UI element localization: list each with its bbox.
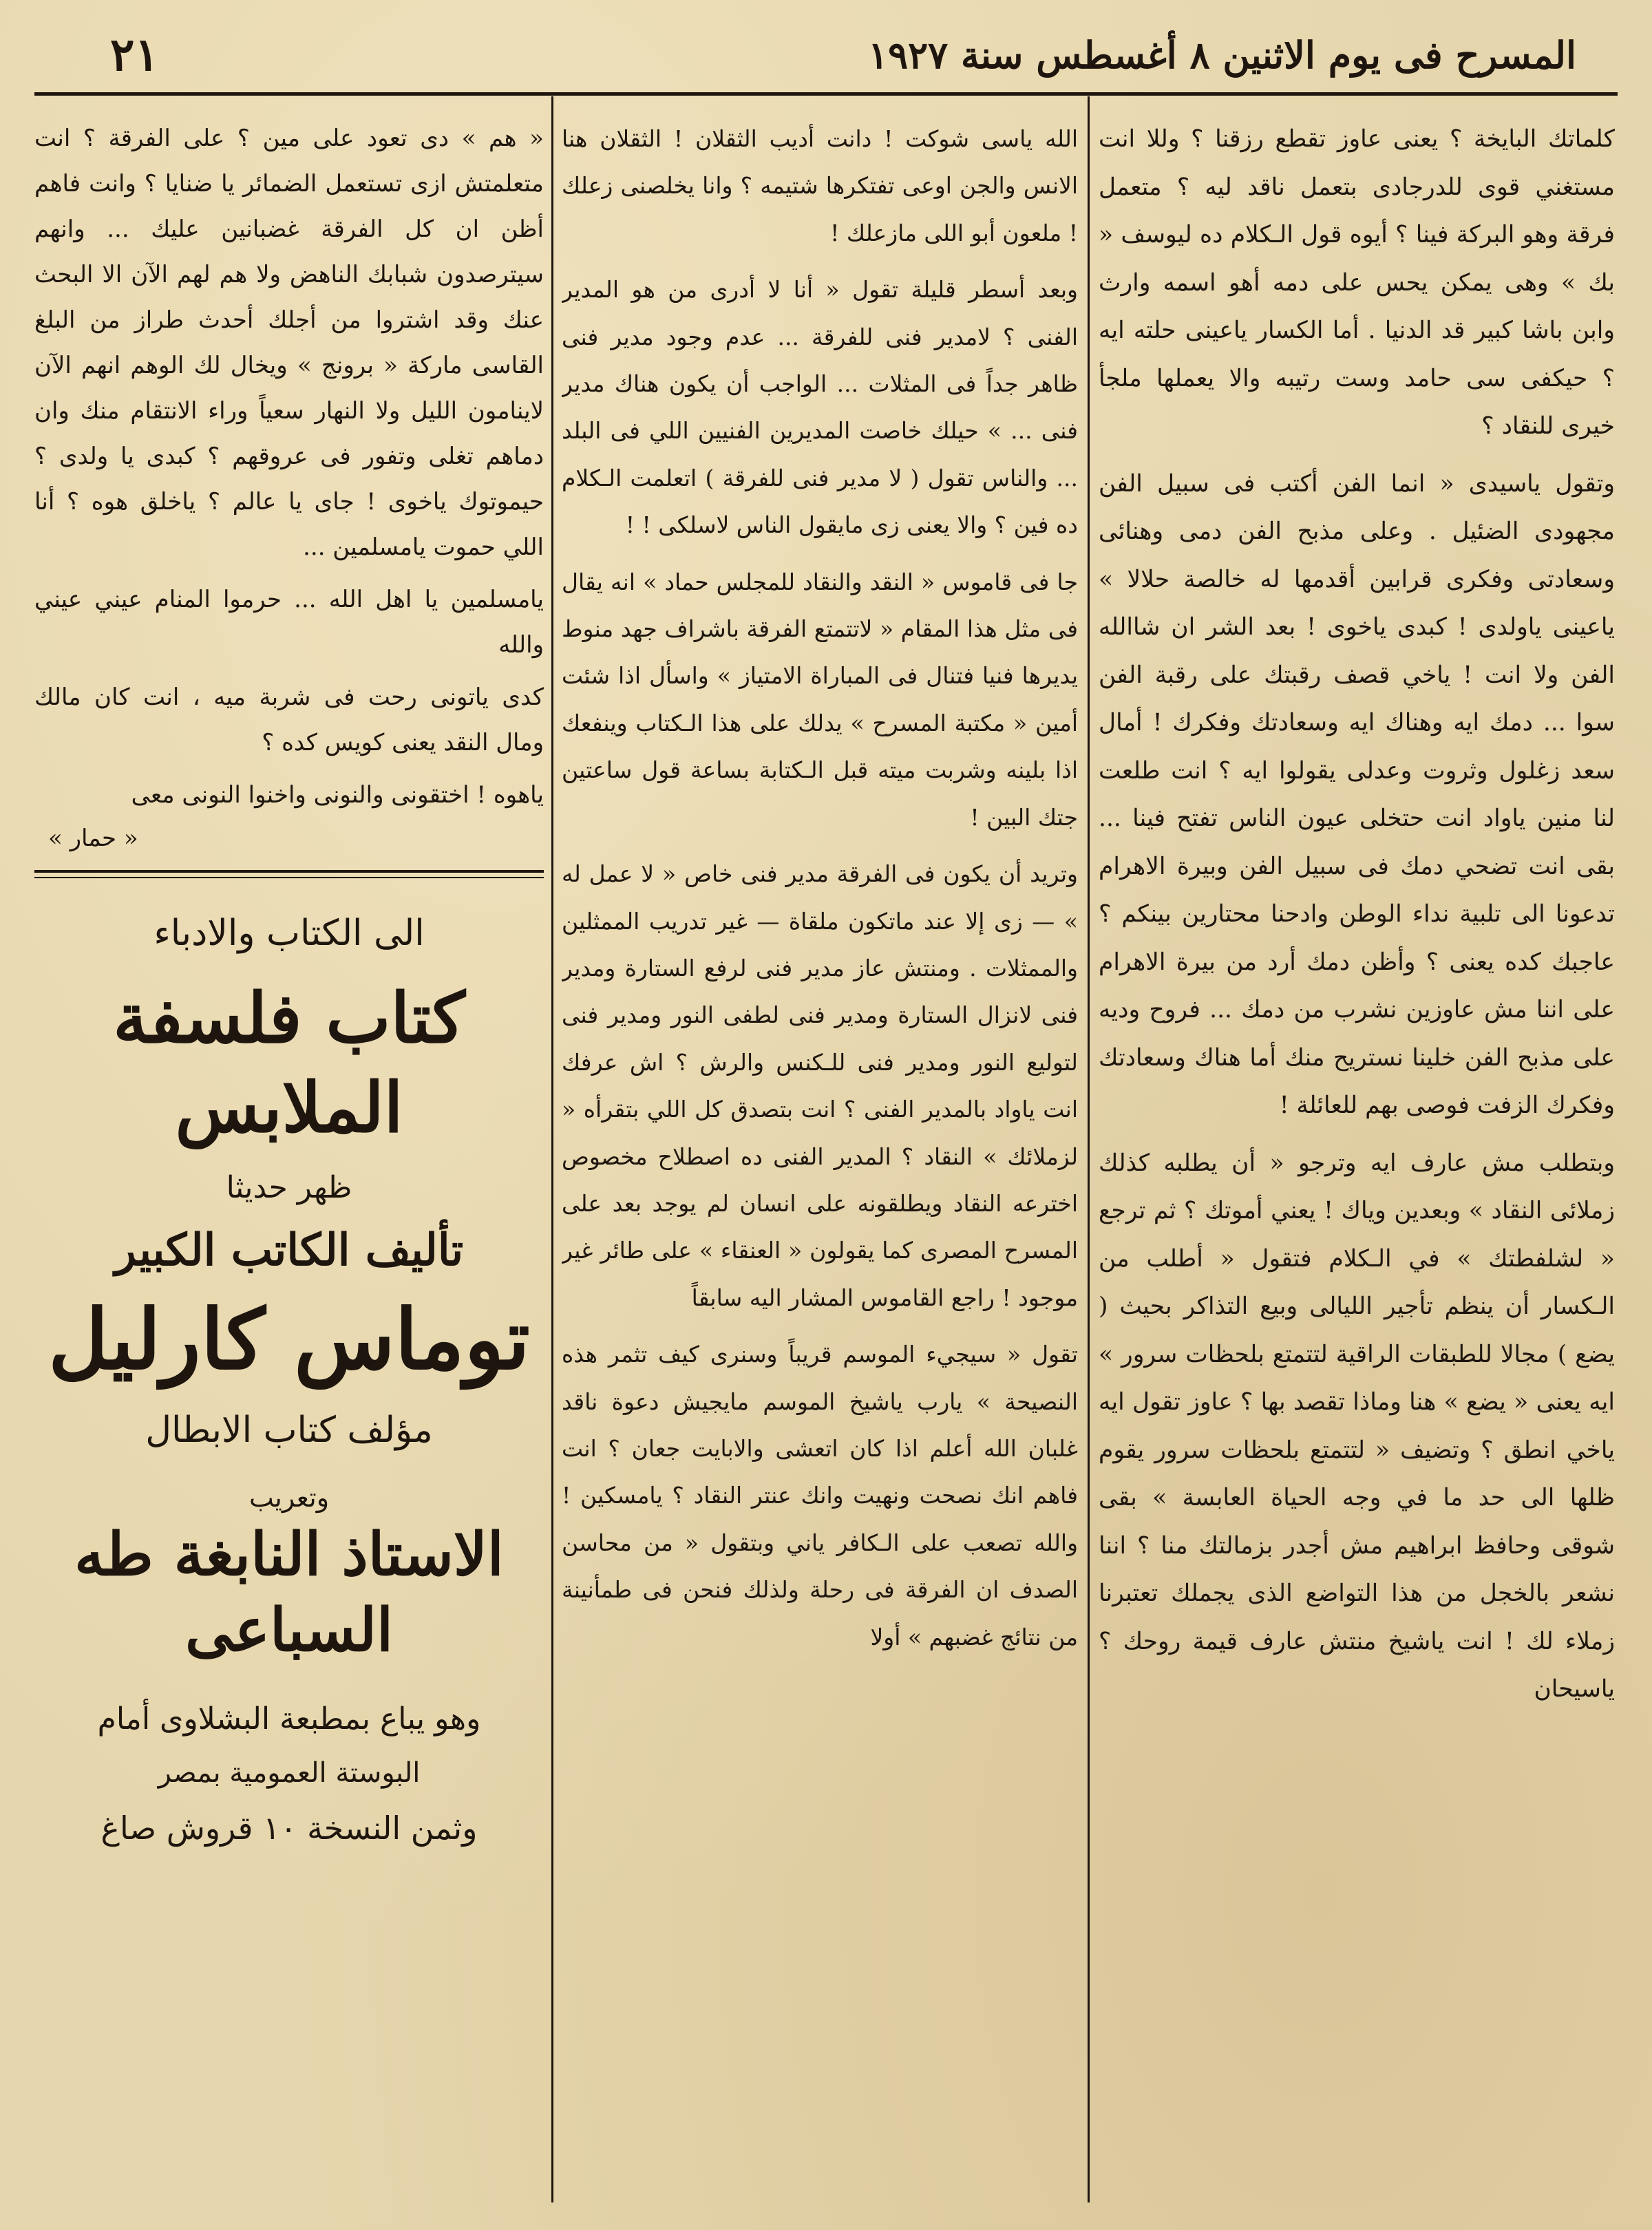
paragraph: وتريد أن يكون فى الفرقة مدير فنى خاص « لا عمل له » — زى إلا عند ماتكون ملقاة — غير تدريب الممثلين والممثلات . ومنتش عاز مدير فنى لرفع الستارة ومدير فنى لانزال الستارة ومدير فنى لطفى النور ومدير فنى لتوليع النور ومدير فنى للـكنس والرش ؟ اش عرفك انت ياواد بالمدير الفنى ؟ انت بتصدق كل اللي بتقرأه « لزملائك » النقاد ؟ المدير الفنى ده اصطلاح مخصوص اخترعه النقاد ويطلقونه على انسان لم يوجد بعد على المسرح المصرى كما يقولون « العنقاء » على طائر غير موجود ! راجع القاموس المشار اليه سابقاً	[562, 860, 1078, 1311]
book-advertisement	[34, 878, 544, 1847]
header-rule	[34, 92, 1618, 96]
running-title: المسرح فى يوم الاثنين ٨ أغسطس سنة ١٩٢٧	[868, 33, 1576, 77]
page-header	[34, 21, 1618, 89]
ad-book-title: كتاب فلسفة الملابس	[113, 977, 465, 1148]
article-ending	[34, 116, 544, 818]
ad-status: ظهر حديثا	[226, 1170, 352, 1205]
ad-audience: الى الكتاب والادباء	[153, 913, 425, 954]
paragraph: « هم » دى تعود على مين ؟ على الفرقة ؟ انت متعلمتش ازى تستعمل الضمائر يا ضنايا ؟ وانت فاهم أظن ان كل الفرقة غضبانين عليك ... وانهم سيترصدون شبابك الناهض ولا هم لهم الآن الا البحث عنك وقد اشتروا من أجلك أحدث طراز من البلغ القاسى ماركة « برونج » ويخال لك الوهم انهم الآن لاينامون الليل ولا النهار سعياً وراء الانتقام منك وان دماهم تغلى وتفور فى عروقهم ؟ كبدى يا ولدى ؟ حيموتوك ياخوى ! جاى يا عالم ؟ ياخلق هوه ؟ أنا اللي حموت يامسلمين ...	[34, 125, 544, 561]
ad-author-credit: مؤلف كتاب الابطال	[145, 1410, 433, 1451]
ad-translation-label: وتعريب	[248, 1483, 330, 1513]
ad-location: البوستة العمومية بمصر	[158, 1757, 421, 1789]
author-signature: « حمار »	[48, 825, 138, 852]
middle-column	[562, 116, 1078, 2202]
paragraph: الله ياسى شوكت ! دانت أديب الثقلان ! الثقلان هنا الانس والجن اوعى تفتكرها شتيمه ؟ وانا يخلصنى زعلك ! ملعون أبو اللى مازعلك !	[562, 125, 1078, 246]
column-divider-right	[1088, 96, 1090, 2202]
paragraph: يامسلمين يا اهل الله ... حرموا المنام عيني عيني والله	[34, 586, 544, 659]
paragraph: كدى ياتونى رحت فى شربة ميه ، انت كان مالك ومال النقد يعنى كويس كده ؟	[34, 683, 544, 756]
ad-author-name: توماس كارليل	[48, 1291, 530, 1388]
ad-seller: وهو يباع بمطبعة البشلاوى أمام	[97, 1701, 481, 1737]
left-column	[34, 116, 544, 2202]
paragraph: ياهوه ! اختقونى والنونى واخنوا النونى معى	[131, 781, 544, 809]
paragraph: وبتطلب مش عارف ايه وترجو « أن يطلبه كذلك زملائى النقاد » وبعدين وياك ! يعني أموتك ؟ ثم ترجع « لشلفطتك » في الـكلام فتقول « أطلب من الـكسار أن ينظم تأجير الليالى وبيع التذاكر بحيث ( يضع ) مجالا للطبقات الراقية لتتمتع بلحظات سرور » ايه يعنى « يضع » هنا وماذا تقصد بها ؟ عاوز تقول ايه ياخي انطق ؟ وتضيف « لتتمتع بلحظات سرور يقوم ظلها الى حد ما في وجه الحياة العابسة » بقى شوقى وحافظ ابراهيم مش أجدر بزمالتك منا ؟ اننا نشعر بالخجل من هذا التواضع الذى يجملك تعتبرنا زملاء لك ! انت ياشيخ منتش عارف قيمة روحك ؟ ياسيحان	[1099, 1149, 1615, 1703]
ad-separator	[34, 870, 544, 873]
paragraph: وبعد أسطر قليلة تقول « أنا لا أدرى من هو المدير الفنى ؟ لامدير فنى للفرقة ... عدم وجود مدير فنى ظاهر جداً فى المثلات ... الواجب أن يكون هناك مدير فنى ... » حيلك خاصت المديرين الفنيين اللي فى البلد ... والناس تقول ( لا مدير فنى للفرقة ) اتعلمت الـكلام ده فين ؟ والا يعنى زى مايقول الناس لاسلكى ! !	[562, 276, 1078, 539]
paragraph: جا فى قاموس « النقد والنقاد للمجلس حماد » انه يقال فى مثل هذا المقام « لاتتمتع الفرقة باشراف جهد منوط يديرها فنيا فتنال فى المباراة الامتياز » واسأل اذا شئت أمين « مكتبة المسرح » يدلك على هذا الـكتاب وينفعك اذا بلينه وشربت ميته قبل الـكتابة بساعة قول ساعتين جتك البين !	[562, 568, 1078, 831]
ad-price: وثمن النسخة ١٠ قروش صاغ	[100, 1809, 478, 1847]
column-divider-left	[551, 96, 553, 2202]
page-number: ٢١	[110, 28, 159, 81]
ad-translator-name: الاستاذ النابغة طه السباعى	[74, 1520, 504, 1665]
ad-author-intro: تأليف الكاتب الكبير	[114, 1224, 464, 1276]
paragraph: كلماتك البايخة ؟ يعنى عاوز تقطع رزقنا ؟ وللا انت مستغني قوى للدرجادى بتعمل ناقد ليه ؟ متعمل فرقة وهو البركة فينا ؟ أيوه قول الـكلام ده ليوسف « بك » وهى يمكن يحس على دمه أهو اسمه وارث وابن باشا كبير قد الدنيا . أما الكسار ياعينى حلته ايه ؟ حيكفى سى حامد وست رتيبه والا يعملها ملجأ خيرى للنقاد ؟	[1099, 125, 1615, 440]
right-column	[1099, 116, 1615, 2202]
paragraph: وتقول ياسيدى « انما الفن أكتب فى سبيل الفن مجهودى الضئيل . وعلى مذبح الفن دمى وهنائى وسعادتى وفكرى قرابين أقدمها له خالصة حلالا » ياعينى ياولدى ! كبدى ياخوى ! بعد الشر ان شاالله الفن ولا انت ! ياخي قصف رقبتك على رقبة الفن سوا ... دمك ايه وهناك ايه وسعادتك وفكرك ! أمال سعد زغلول وثروت وعدلى يقولوا ايه ؟ انت طلعت لنا منين ياواد انت حتخلى عيون الناس تفتح فينا ... بقى انت تضحي دمك فى سبيل الفن وبيرة الاهرام تدعونا الى تلبية نداء الوطن وادحنا محتارين بينكم ؟ عاجبك كده يعنى ؟ وأظن دمك أرد من بيرة الاهرام على اننا مش عاوزين نشرب من دمك ... فروح وديه على مذبح الفن خلينا نستريح منك أما هناك وسعادتك وفكرك الزفت فوصى بهم للعائلة !	[1099, 469, 1615, 1119]
paragraph: تقول « سيجيء الموسم قريباً وسنرى كيف تثمر هذه النصيحة » يارب ياشيخ الموسم مايجيش دعوة ناقد غلبان الله أعلم اذا كان اتعشى والابايت جعان ؟ انت فاهم انك نصحت ونهيت وانك عنتر النقاد ؟ يامسكين ! والله تصعب على الـكافر ياني وبتقول « من محاسن الصدف ان الفرقة فى رحلة ولذلك فنحن فى طمأنينة من نتائج غضبهم » أولا	[562, 1341, 1078, 1650]
